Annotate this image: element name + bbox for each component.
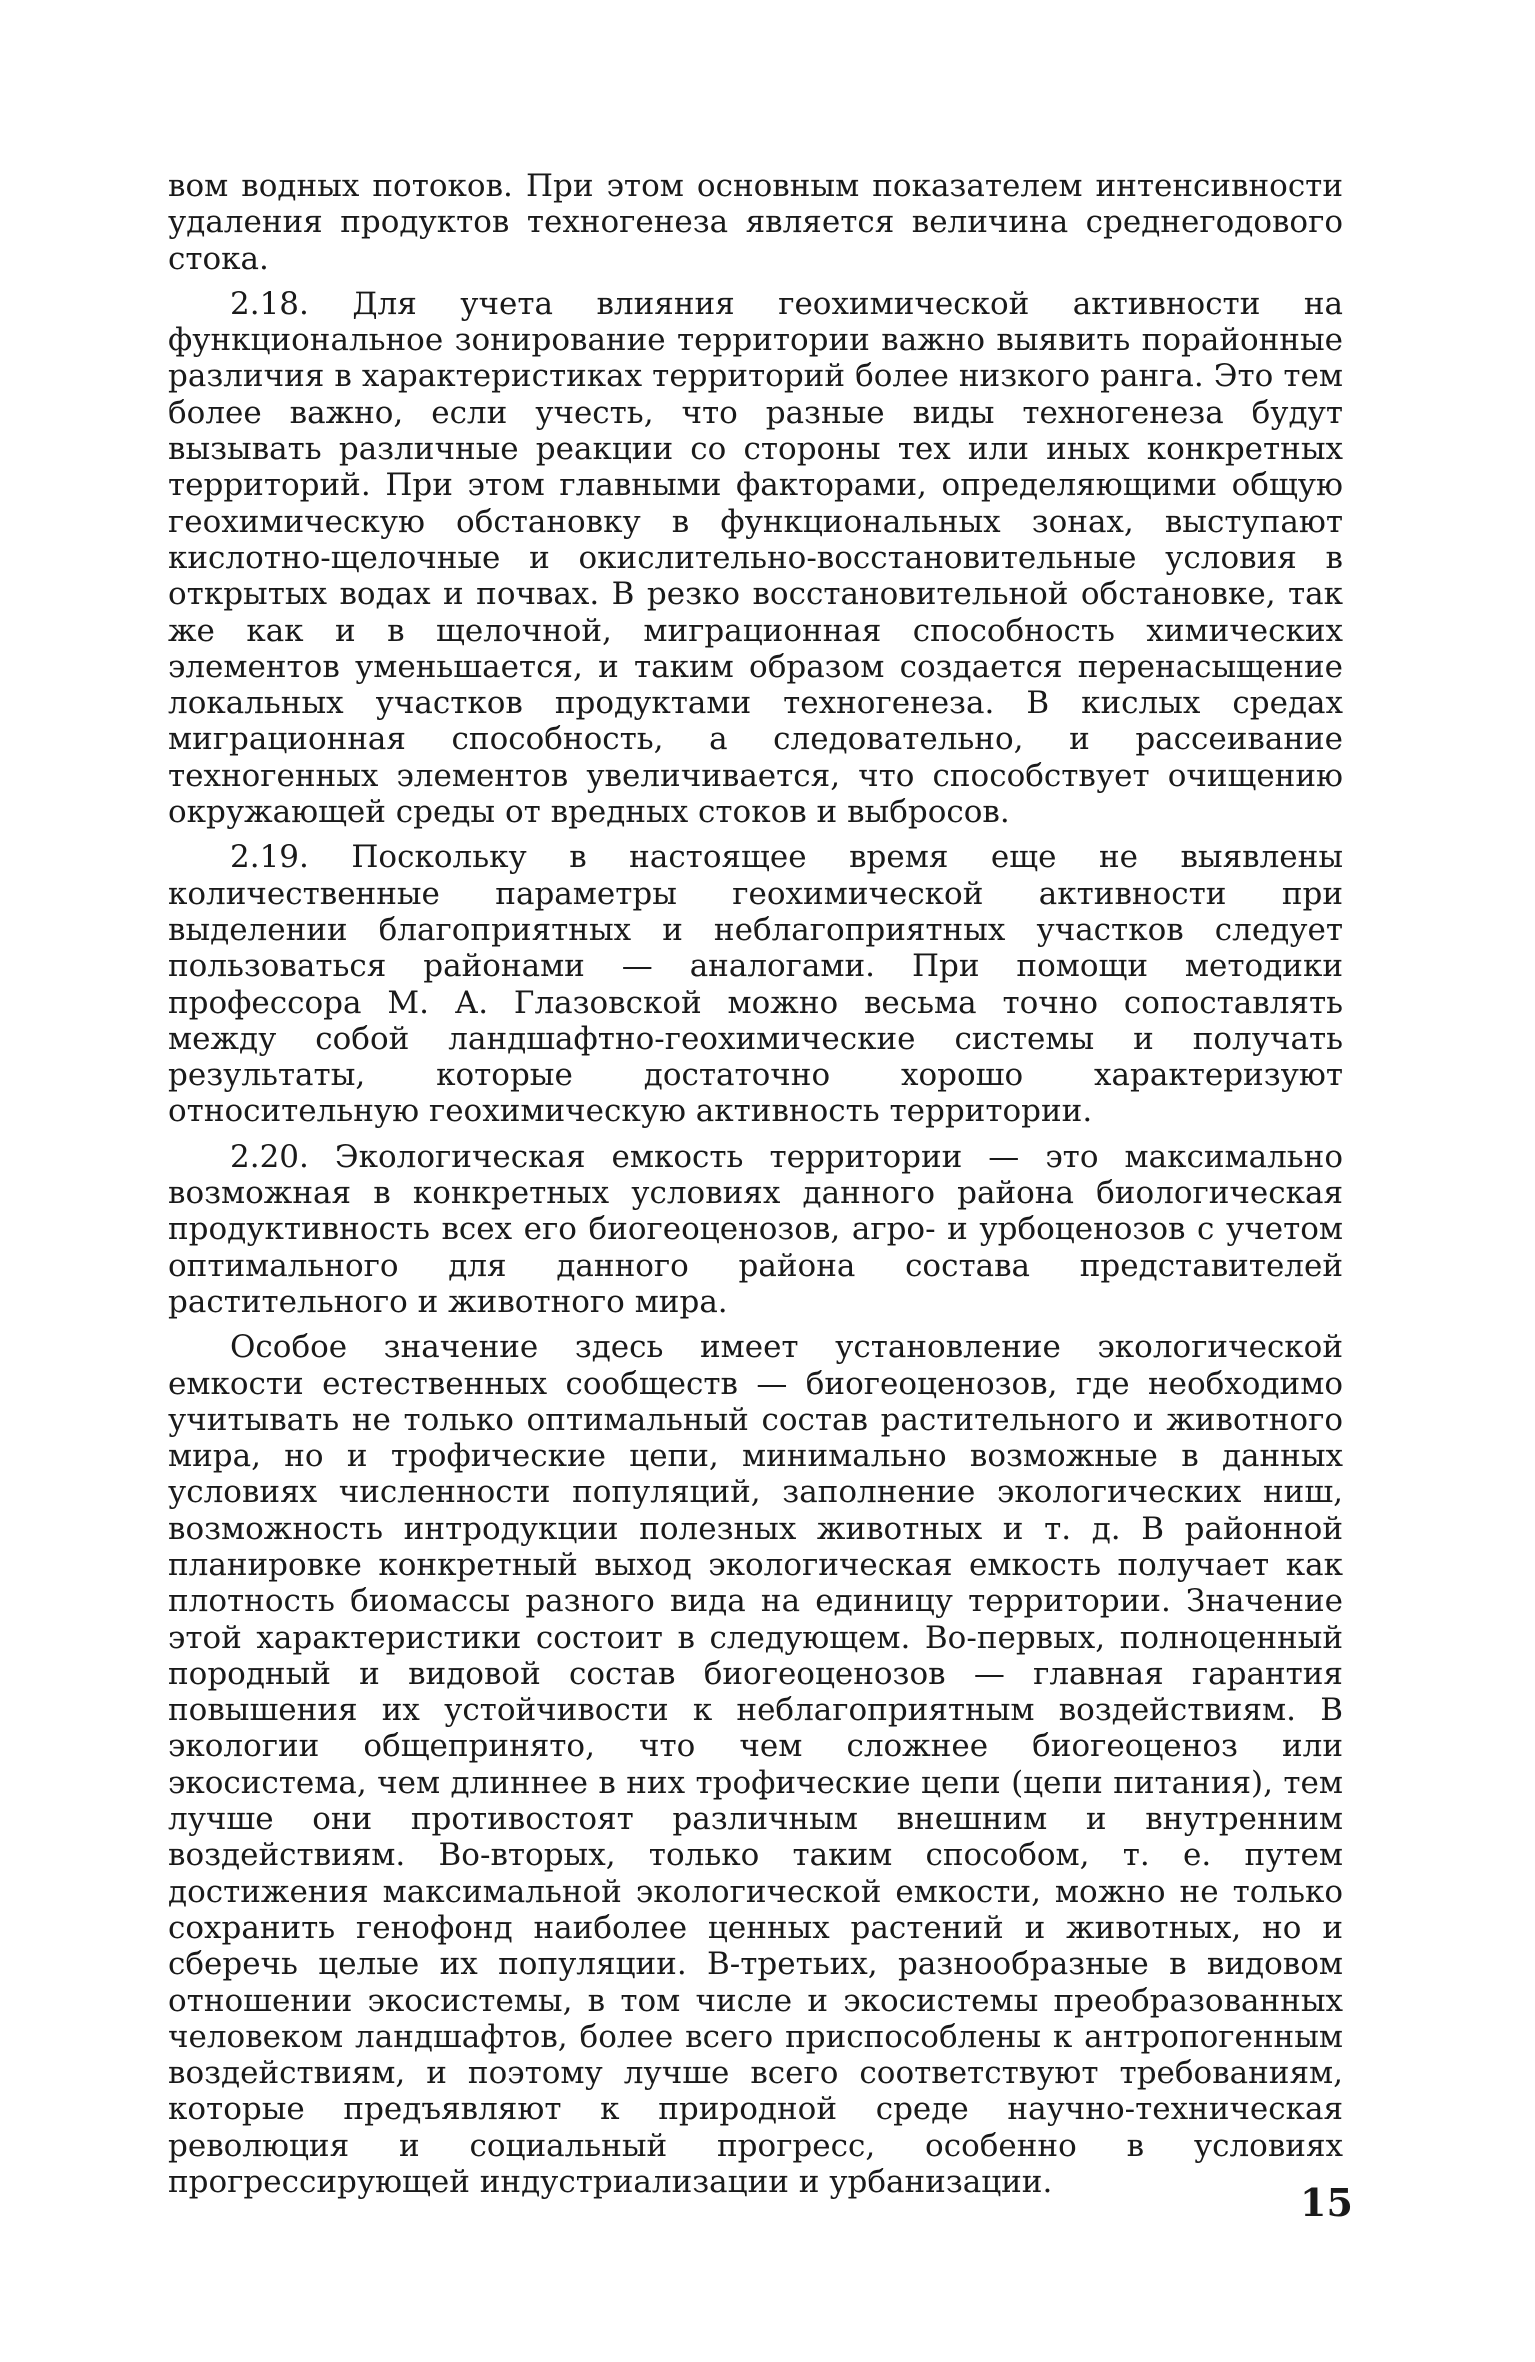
body-text bbox=[168, 168, 1343, 2200]
paragraph-2-18: 2.18. Для учета влияния геохимической активности на функциональное зонирование территории важно выявить порайонные различия в характеристиках территорий более низкого ранга. Это тем более важно, если учесть, что разные виды техногенеза будут вызывать различные реакции со стороны тех или иных конкретных территорий. При этом главными факторами, определяющими общую геохимическую обстановку в функциональных зонах, выступают кислотно-щелочные и окислительно-восстановительные условия в открытых водах и почвах. В резко восстановительной обстановке, так же как и в щелочной, миграционная способность химических элементов уменьшается, и таким образом создается перенасыщение локальных участков продуктами техногенеза. В кислых средах миграционная способность, а следовательно, и рассеивание техногенных элементов увеличивается, что способствует очищению окружающей среды от вредных стоков и выбросов. bbox=[168, 285, 1343, 831]
paragraph-continuation: вом водных потоков. При этом основным показателем интенсивности удаления продуктов техногенеза является величина среднегодового стока. bbox=[168, 168, 1343, 277]
paragraph-ecological-capacity: Особое значение здесь имеет установление экологической емкости естественных сообществ — биогеоценозов, где необходимо учитывать не только оптимальный состав растительного и животного мира, но и трофические цепи, минимально возможные в данных условиях численности популяций, заполнение экологических ниш, возможность интродукции полезных животных и т. д. В районной планировке конкретный выход экологическая емкость получает как плотность биомассы разного вида на единицу территории. Значение этой характеристики состоит в следующем. Во-первых, полноценный породный и видовой состав биогеоценозов — главная гарантия повышения их устойчивости к неблагоприятным воздействиям. В экологии общепринято, что чем сложнее биогеоценоз или экосистема, чем длиннее в них трофические цепи (цепи питания), тем лучше они противостоят различным внешним и внутренним воздействиям. Во-вторых, только таким способом, т. е. путем достижения максимальной экологической емкости, можно не только сохранить генофонд наиболее ценных растений и животных, но и сберечь целые их популяции. В-третьих, разнообразные в видовом отношении экосистемы, в том числе и экосистемы преобразованных человеком ландшафтов, более всего приспособлены к антропогенным воздействиям, и поэтому лучше всего соответствуют требованиям, которые предъявляют к природной среде научно-техническая революция и социальный прогресс, особенно в условиях прогрессирующей индустриализации и урбанизации. bbox=[168, 1329, 1343, 2201]
paragraph-2-19: 2.19. Поскольку в настоящее время еще не выявлены количественные параметры геохимической активности при выделении благоприятных и неблагоприятных участков следует пользоваться районами — аналогами. При помощи методики профессора М. А. Глазовской можно весьма точно сопоставлять между собой ландшафтно-геохимические системы и получать результаты, которые достаточно хорошо характеризуют относительную геохимическую активность территории. bbox=[168, 839, 1343, 1130]
page-number: 15 bbox=[1300, 2180, 1353, 2225]
paragraph-2-20: 2.20. Экологическая емкость территории — это максимально возможная в конкретных условиях данного района биологическая продуктивность всех его биогеоценозов, агро- и урбоценозов с учетом оптимального для данного района состава представителей растительного и животного мира. bbox=[168, 1138, 1343, 1320]
